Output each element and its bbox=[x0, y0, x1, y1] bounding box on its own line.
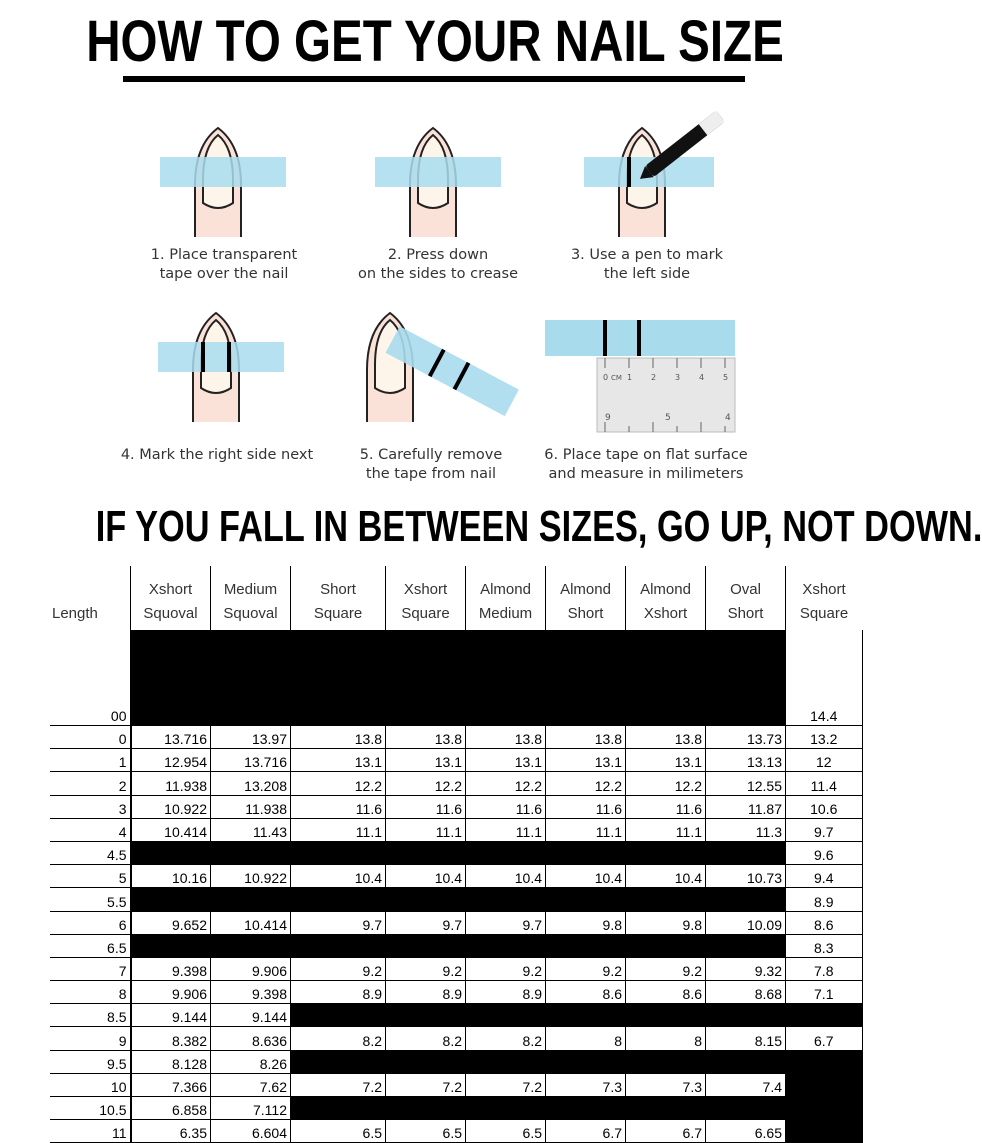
blocked-cell bbox=[546, 1050, 626, 1073]
step-5-illustration bbox=[360, 310, 520, 425]
size-value-cell: 12.2 bbox=[291, 772, 386, 795]
length-cell: 8 bbox=[50, 981, 131, 1004]
blocked-cell bbox=[211, 841, 291, 864]
table-row bbox=[50, 957, 862, 980]
ruler-unit: CM bbox=[611, 374, 622, 382]
blocked-cell bbox=[291, 630, 386, 726]
blocked-cell bbox=[546, 888, 626, 911]
column-header-line-2: Squoval bbox=[143, 605, 198, 622]
blocked-cell bbox=[626, 1004, 706, 1027]
size-value-cell: 8.6 bbox=[786, 911, 863, 934]
size-value-cell: 11.6 bbox=[466, 795, 546, 818]
size-value-cell: 13.716 bbox=[211, 749, 291, 772]
blocked-cell bbox=[386, 1097, 466, 1120]
size-value-cell: 9.2 bbox=[386, 957, 466, 980]
size-value-cell: 7.1 bbox=[786, 981, 863, 1004]
size-value-cell: 9.144 bbox=[211, 1004, 291, 1027]
size-value-cell: 10.414 bbox=[211, 911, 291, 934]
length-cell: 3 bbox=[50, 795, 131, 818]
size-value-cell: 13.1 bbox=[386, 749, 466, 772]
blocked-cell bbox=[706, 888, 786, 911]
blocked-cell bbox=[386, 934, 466, 957]
length-cell: 10.5 bbox=[50, 1097, 131, 1120]
blocked-cell bbox=[546, 630, 626, 726]
blocked-cell bbox=[466, 630, 546, 726]
blocked-cell bbox=[626, 630, 706, 726]
length-cell: 7 bbox=[50, 957, 131, 980]
size-value-cell: 8.636 bbox=[211, 1027, 291, 1050]
size-value-cell: 13.73 bbox=[706, 726, 786, 749]
size-value-cell: 13.2 bbox=[786, 726, 863, 749]
size-value-cell: 6.7 bbox=[626, 1120, 706, 1143]
column-header-line-1: Short bbox=[320, 581, 356, 598]
size-value-cell: 14.4 bbox=[786, 630, 863, 726]
ruler-tick-5: 5 bbox=[723, 373, 729, 382]
size-value-cell: 12.55 bbox=[706, 772, 786, 795]
length-cell: 8.5 bbox=[50, 1004, 131, 1027]
size-value-cell: 11.3 bbox=[706, 818, 786, 841]
size-value-cell: 11.938 bbox=[131, 772, 211, 795]
column-header-0 bbox=[50, 566, 131, 630]
size-value-cell: 12.954 bbox=[131, 749, 211, 772]
step-3-caption: 3. Use a pen to mark the left side bbox=[570, 247, 724, 282]
ruler-bottom-tick-1: 5 bbox=[665, 413, 671, 423]
column-header-line-1: Xshort bbox=[403, 581, 448, 598]
size-value-cell: 8.128 bbox=[131, 1050, 211, 1073]
step-6-illustration bbox=[545, 318, 740, 433]
blocked-cell bbox=[626, 1050, 706, 1073]
blocked-cell bbox=[546, 1004, 626, 1027]
ruler-tick-3: 3 bbox=[675, 373, 681, 382]
size-value-cell: 7.3 bbox=[546, 1073, 626, 1096]
size-value-cell: 12.2 bbox=[386, 772, 466, 795]
blocked-cell bbox=[291, 1097, 386, 1120]
size-value-cell: 6.5 bbox=[386, 1120, 466, 1143]
size-value-cell: 9.2 bbox=[466, 957, 546, 980]
size-value-cell: 10.4 bbox=[626, 865, 706, 888]
column-header-line-2: Squoval bbox=[223, 605, 278, 622]
blocked-cell bbox=[131, 630, 211, 726]
size-value-cell: 7.112 bbox=[211, 1097, 291, 1120]
blocked-cell bbox=[786, 1050, 863, 1073]
column-header-line-1: Medium bbox=[223, 581, 278, 598]
size-value-cell: 6.65 bbox=[706, 1120, 786, 1143]
size-value-cell: 9.32 bbox=[706, 957, 786, 980]
size-chart-table bbox=[50, 566, 863, 1143]
size-value-cell: 13.8 bbox=[466, 726, 546, 749]
column-header-3 bbox=[291, 566, 386, 630]
size-value-cell: 6.604 bbox=[211, 1120, 291, 1143]
size-value-cell: 7.3 bbox=[626, 1073, 706, 1096]
column-header-line-2: Medium bbox=[478, 605, 533, 622]
blocked-cell bbox=[291, 888, 386, 911]
size-value-cell: 8.6 bbox=[626, 981, 706, 1004]
blocked-cell bbox=[466, 841, 546, 864]
ruler-bottom-tick-2: 4 bbox=[725, 413, 731, 423]
size-value-cell: 8.3 bbox=[786, 934, 863, 957]
blocked-cell bbox=[706, 934, 786, 957]
size-value-cell: 8.6 bbox=[546, 981, 626, 1004]
size-value-cell: 11.1 bbox=[546, 818, 626, 841]
table-row bbox=[50, 1097, 862, 1120]
size-value-cell: 13.1 bbox=[291, 749, 386, 772]
column-header-2 bbox=[211, 566, 291, 630]
blocked-cell bbox=[291, 934, 386, 957]
length-cell: 4.5 bbox=[50, 841, 131, 864]
length-cell: 9 bbox=[50, 1027, 131, 1050]
step-1-illustration bbox=[158, 125, 288, 240]
blocked-cell bbox=[386, 888, 466, 911]
blocked-cell bbox=[546, 841, 626, 864]
size-value-cell: 10.73 bbox=[706, 865, 786, 888]
size-value-cell: 13.8 bbox=[386, 726, 466, 749]
size-value-cell: 9.6 bbox=[786, 841, 863, 864]
size-value-cell: 9.144 bbox=[131, 1004, 211, 1027]
size-value-cell: 11.43 bbox=[211, 818, 291, 841]
column-header-line-2: Square bbox=[313, 605, 363, 622]
column-header-line-1: Xshort bbox=[148, 581, 193, 598]
blocked-cell bbox=[546, 934, 626, 957]
length-cell: 11 bbox=[50, 1120, 131, 1143]
length-cell: 00 bbox=[50, 630, 131, 726]
size-value-cell: 9.8 bbox=[546, 911, 626, 934]
size-value-cell: 6.7 bbox=[546, 1120, 626, 1143]
size-value-cell: 7.2 bbox=[291, 1073, 386, 1096]
size-value-cell: 13.716 bbox=[131, 726, 211, 749]
length-cell: 5 bbox=[50, 865, 131, 888]
blocked-cell bbox=[386, 841, 466, 864]
blocked-cell bbox=[466, 934, 546, 957]
blocked-cell bbox=[626, 1097, 706, 1120]
table-row bbox=[50, 1004, 862, 1027]
table-row bbox=[50, 865, 862, 888]
size-value-cell: 12.2 bbox=[626, 772, 706, 795]
size-value-cell: 11.6 bbox=[626, 795, 706, 818]
step-4-caption: 4. Mark the right side next bbox=[120, 447, 314, 463]
length-cell: 10 bbox=[50, 1073, 131, 1096]
blocked-cell bbox=[626, 888, 706, 911]
step-6-caption: 6. Place tape on flat surface and measure in milimeters bbox=[544, 447, 748, 482]
blocked-cell bbox=[131, 841, 211, 864]
size-value-cell: 7.62 bbox=[211, 1073, 291, 1096]
table-row bbox=[50, 981, 862, 1004]
table-row bbox=[50, 1120, 862, 1143]
size-value-cell: 10.6 bbox=[786, 795, 863, 818]
size-value-cell: 8.68 bbox=[706, 981, 786, 1004]
column-header-line-2: Length bbox=[52, 605, 98, 622]
column-header-5 bbox=[466, 566, 546, 630]
size-value-cell: 11.1 bbox=[291, 818, 386, 841]
size-value-cell: 9.7 bbox=[291, 911, 386, 934]
size-value-cell: 10.4 bbox=[546, 865, 626, 888]
ruler-tick-1: 1 bbox=[627, 373, 633, 382]
length-cell: 5.5 bbox=[50, 888, 131, 911]
size-value-cell: 9.2 bbox=[626, 957, 706, 980]
length-cell: 2 bbox=[50, 772, 131, 795]
size-value-cell: 13.13 bbox=[706, 749, 786, 772]
size-value-cell: 8 bbox=[546, 1027, 626, 1050]
column-header-line-2: Square bbox=[799, 605, 849, 622]
column-header-line-1: Almond bbox=[640, 581, 691, 598]
size-value-cell: 10.922 bbox=[211, 865, 291, 888]
size-value-cell: 13.97 bbox=[211, 726, 291, 749]
size-value-cell: 13.8 bbox=[291, 726, 386, 749]
size-value-cell: 9.7 bbox=[386, 911, 466, 934]
title-underline bbox=[123, 76, 745, 82]
blocked-cell bbox=[706, 1004, 786, 1027]
step-1-caption: 1. Place transparent tape over the nail bbox=[150, 247, 298, 282]
table-row bbox=[50, 795, 862, 818]
size-value-cell: 7.366 bbox=[131, 1073, 211, 1096]
size-value-cell: 9.2 bbox=[291, 957, 386, 980]
blocked-cell bbox=[211, 934, 291, 957]
blocked-cell bbox=[706, 841, 786, 864]
size-value-cell: 9.2 bbox=[546, 957, 626, 980]
size-value-cell: 8.2 bbox=[386, 1027, 466, 1050]
length-cell: 4 bbox=[50, 818, 131, 841]
column-header-line-1: Xshort bbox=[802, 581, 846, 598]
column-header-line-2: Xshort bbox=[643, 605, 688, 622]
size-value-cell: 12.2 bbox=[466, 772, 546, 795]
size-value-cell: 8.2 bbox=[466, 1027, 546, 1050]
blocked-cell bbox=[466, 1004, 546, 1027]
column-header-6 bbox=[546, 566, 626, 630]
size-value-cell: 8.9 bbox=[786, 888, 863, 911]
size-value-cell: 12.2 bbox=[546, 772, 626, 795]
blocked-cell bbox=[626, 841, 706, 864]
table-row bbox=[50, 1027, 862, 1050]
size-value-cell: 10.4 bbox=[466, 865, 546, 888]
table-row bbox=[50, 772, 862, 795]
size-value-cell: 10.16 bbox=[131, 865, 211, 888]
size-value-cell: 9.4 bbox=[786, 865, 863, 888]
size-value-cell: 13.8 bbox=[546, 726, 626, 749]
size-value-cell: 11.938 bbox=[211, 795, 291, 818]
blocked-cell bbox=[291, 1050, 386, 1073]
size-value-cell: 9.8 bbox=[626, 911, 706, 934]
ruler-bottom-tick-0: 9 bbox=[605, 413, 611, 423]
column-header-7 bbox=[626, 566, 706, 630]
size-value-cell: 6.858 bbox=[131, 1097, 211, 1120]
size-value-cell: 6.5 bbox=[291, 1120, 386, 1143]
blocked-cell bbox=[211, 888, 291, 911]
blocked-cell bbox=[706, 1050, 786, 1073]
size-value-cell: 13.8 bbox=[626, 726, 706, 749]
size-value-cell: 8.9 bbox=[291, 981, 386, 1004]
table-row bbox=[50, 934, 862, 957]
size-value-cell: 9.906 bbox=[211, 957, 291, 980]
size-value-cell: 8.2 bbox=[291, 1027, 386, 1050]
column-header-line-1: Almond bbox=[560, 581, 611, 598]
size-value-cell: 13.1 bbox=[546, 749, 626, 772]
table-row bbox=[50, 749, 862, 772]
size-value-cell: 9.652 bbox=[131, 911, 211, 934]
blocked-cell bbox=[211, 630, 291, 726]
size-value-cell: 11.6 bbox=[291, 795, 386, 818]
blocked-cell bbox=[786, 1004, 863, 1027]
blocked-cell bbox=[706, 630, 786, 726]
blocked-cell bbox=[786, 1120, 863, 1143]
size-value-cell: 7.4 bbox=[706, 1073, 786, 1096]
size-value-cell: 8.382 bbox=[131, 1027, 211, 1050]
column-header-line-2: Square bbox=[401, 605, 450, 622]
blocked-cell bbox=[786, 1073, 863, 1096]
column-header-line-1: Oval bbox=[730, 581, 761, 598]
size-value-cell: 12 bbox=[786, 749, 863, 772]
size-value-cell: 11.1 bbox=[466, 818, 546, 841]
size-value-cell: 10.414 bbox=[131, 818, 211, 841]
size-value-cell: 6.35 bbox=[131, 1120, 211, 1143]
column-header-8 bbox=[706, 566, 786, 630]
size-value-cell: 6.5 bbox=[466, 1120, 546, 1143]
ruler-tick-0: 0 bbox=[603, 373, 609, 382]
table-row bbox=[50, 841, 862, 864]
column-header-line-2: Short bbox=[727, 605, 764, 622]
size-value-cell: 8.9 bbox=[466, 981, 546, 1004]
blocked-cell bbox=[706, 1097, 786, 1120]
step-2-illustration bbox=[373, 125, 503, 240]
blocked-cell bbox=[386, 630, 466, 726]
blocked-cell bbox=[291, 841, 386, 864]
table-row bbox=[50, 630, 862, 726]
size-value-cell: 7.8 bbox=[786, 957, 863, 980]
size-value-cell: 9.398 bbox=[211, 981, 291, 1004]
table-row bbox=[50, 911, 862, 934]
size-value-cell: 9.906 bbox=[131, 981, 211, 1004]
size-value-cell: 11.1 bbox=[626, 818, 706, 841]
table-header-row bbox=[50, 566, 862, 630]
length-cell: 6 bbox=[50, 911, 131, 934]
size-value-cell: 8.26 bbox=[211, 1050, 291, 1073]
blocked-cell bbox=[386, 1050, 466, 1073]
blocked-cell bbox=[466, 1050, 546, 1073]
size-value-cell: 10.4 bbox=[386, 865, 466, 888]
blocked-cell bbox=[466, 888, 546, 911]
size-warning: IF YOU FALL IN BETWEEN SIZES, GO UP, NOT DOWN. bbox=[95, 502, 982, 551]
size-value-cell: 9.7 bbox=[786, 818, 863, 841]
size-value-cell: 11.6 bbox=[546, 795, 626, 818]
table-row bbox=[50, 1073, 862, 1096]
table-row bbox=[50, 818, 862, 841]
blocked-cell bbox=[626, 934, 706, 957]
blocked-cell bbox=[131, 934, 211, 957]
column-header-9 bbox=[786, 566, 863, 630]
size-value-cell: 9.398 bbox=[131, 957, 211, 980]
blocked-cell bbox=[546, 1097, 626, 1120]
blocked-cell bbox=[786, 1097, 863, 1120]
page-title: HOW TO GET YOUR NAIL SIZE bbox=[86, 9, 784, 74]
length-cell: 9.5 bbox=[50, 1050, 131, 1073]
table-body bbox=[50, 630, 862, 1143]
ruler-tick-2: 2 bbox=[651, 373, 657, 382]
size-value-cell: 13.1 bbox=[626, 749, 706, 772]
size-value-cell: 9.7 bbox=[466, 911, 546, 934]
blocked-cell bbox=[466, 1097, 546, 1120]
size-value-cell: 8 bbox=[626, 1027, 706, 1050]
column-header-line-2: Short bbox=[567, 605, 604, 622]
blocked-cell bbox=[131, 888, 211, 911]
step-5-caption: 5. Carefully remove the tape from nail bbox=[359, 447, 503, 482]
size-value-cell: 10.4 bbox=[291, 865, 386, 888]
column-header-line-1: Almond bbox=[480, 581, 531, 598]
table-row bbox=[50, 726, 862, 749]
size-value-cell: 7.2 bbox=[386, 1073, 466, 1096]
length-cell: 1 bbox=[50, 749, 131, 772]
column-header-1 bbox=[131, 566, 211, 630]
length-cell: 0 bbox=[50, 726, 131, 749]
ruler-tick-4: 4 bbox=[699, 373, 705, 382]
size-value-cell: 6.7 bbox=[786, 1027, 863, 1050]
table-row bbox=[50, 1050, 862, 1073]
blocked-cell bbox=[291, 1004, 386, 1027]
table-row bbox=[50, 888, 862, 911]
column-header-line-1 bbox=[52, 578, 128, 602]
step-3-illustration bbox=[582, 105, 732, 240]
size-value-cell: 11.6 bbox=[386, 795, 466, 818]
length-cell: 6.5 bbox=[50, 934, 131, 957]
size-value-cell: 7.2 bbox=[466, 1073, 546, 1096]
step-2-caption: 2. Press down on the sides to crease bbox=[357, 247, 518, 282]
size-value-cell: 11.1 bbox=[386, 818, 466, 841]
size-value-cell: 13.208 bbox=[211, 772, 291, 795]
size-value-cell: 10.09 bbox=[706, 911, 786, 934]
size-value-cell: 8.15 bbox=[706, 1027, 786, 1050]
blocked-cell bbox=[386, 1004, 466, 1027]
size-value-cell: 8.9 bbox=[386, 981, 466, 1004]
size-value-cell: 11.87 bbox=[706, 795, 786, 818]
step-4-illustration bbox=[156, 310, 286, 425]
size-value-cell: 11.4 bbox=[786, 772, 863, 795]
column-header-4 bbox=[386, 566, 466, 630]
size-value-cell: 13.1 bbox=[466, 749, 546, 772]
size-value-cell: 10.922 bbox=[131, 795, 211, 818]
